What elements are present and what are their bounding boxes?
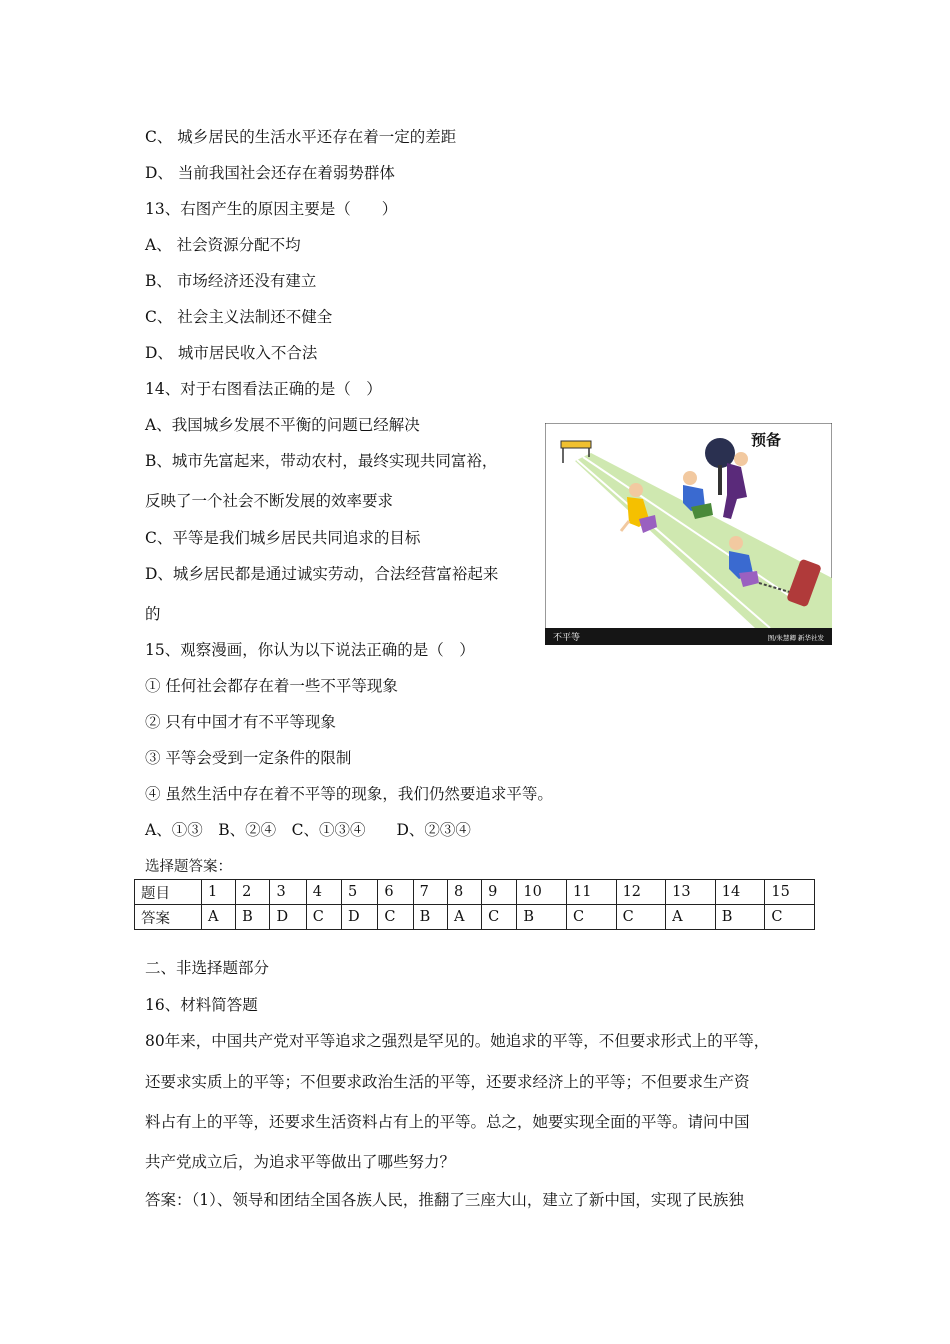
- table-cell: C: [306, 905, 341, 930]
- q15-item-2: ② 只有中国才有不平等现象: [145, 713, 336, 731]
- table-cell: 8: [448, 880, 482, 905]
- table-cell: C: [566, 905, 616, 930]
- q13-stem: 13、右图产生的原因主要是（ ）: [145, 200, 398, 218]
- q13-option-b: B、 市场经济还没有建立: [145, 272, 317, 290]
- q13-option-a: A、 社会资源分配不均: [145, 236, 301, 254]
- q12-option-c: C、 城乡居民的生活水平还存在着一定的差距: [145, 128, 457, 146]
- table-cell: 11: [566, 880, 616, 905]
- q16-material-line-2: 还要求实质上的平等；不但要求政治生活的平等，还要求经济上的平等；不但要求生产资: [145, 1073, 750, 1091]
- q16-answer: 答案：（1）、领导和团结全国各族人民，推翻了三座大山，建立了新中国，实现了民族独: [145, 1191, 744, 1209]
- q16-material-line-1: 80年来，中国共产党对平等追求之强烈是罕见的。她追求的平等，不但要求形式上的平等，: [145, 1032, 770, 1050]
- q13-option-d: D、 城市居民收入不合法: [145, 344, 318, 362]
- q16-material-line-3: 料占有上的平等，还要求生活资料占有上的平等。总之，她要实现全面的平等。请问中国: [145, 1113, 750, 1131]
- cartoon-caption-credit: 图/朱慧卿 新华社发: [767, 634, 824, 642]
- table-cell: A: [666, 905, 716, 930]
- table-cell: C: [378, 905, 413, 930]
- table-cell: A: [448, 905, 482, 930]
- table-cell: 14: [715, 880, 765, 905]
- q14-option-b: B、城市先富起来，带动农村，最终实现共同富裕，: [145, 452, 498, 470]
- table-cell: C: [765, 905, 815, 930]
- q15-item-1: ① 任何社会都存在着一些不平等现象: [145, 677, 398, 695]
- q15-stem: 15、观察漫画，你认为以下说法正确的是（ ）: [145, 641, 475, 659]
- table-cell: 13: [666, 880, 716, 905]
- table-head-answer: 答案: [135, 905, 202, 930]
- cartoon-caption-title: 不平等: [553, 633, 581, 643]
- table-cell: 1: [202, 880, 236, 905]
- table-head-number: 题目: [135, 880, 202, 905]
- q12-option-d: D、 当前我国社会还存在着弱势群体: [145, 164, 395, 182]
- table-cell: B: [517, 905, 567, 930]
- q14-option-a: A、我国城乡发展不平衡的问题已经解决: [145, 416, 420, 434]
- table-cell: D: [270, 905, 306, 930]
- q14-option-b-cont: 反映了一个社会不断发展的效率要求: [145, 492, 394, 510]
- q14-option-d: D、城乡居民都是通过诚实劳动，合法经营富裕起来: [145, 565, 499, 583]
- answer-table-caption: 选择题答案：: [145, 859, 232, 875]
- table-cell: B: [236, 905, 270, 930]
- table-cell: B: [413, 905, 447, 930]
- table-cell: 3: [270, 880, 306, 905]
- answer-table: [134, 879, 815, 930]
- q16-material-line-4: 共产党成立后，为追求平等做出了哪些努力？: [145, 1153, 456, 1171]
- table-cell: 12: [616, 880, 666, 905]
- table-cell: 10: [517, 880, 567, 905]
- q13-option-c: C、 社会主义法制还不健全: [145, 308, 333, 326]
- q14-option-c: C、平等是我们城乡居民共同追求的目标: [145, 529, 421, 547]
- q15-choices: A、①③ B、②④ C、①③④ D、②③④: [145, 821, 471, 839]
- table-cell: 5: [342, 880, 378, 905]
- section2-title: 二、非选择题部分: [145, 959, 270, 977]
- table-cell: 2: [236, 880, 270, 905]
- table-cell: 9: [482, 880, 517, 905]
- answer-table-row-answers: [135, 905, 815, 930]
- table-cell: D: [342, 905, 378, 930]
- table-cell: 7: [413, 880, 447, 905]
- table-cell: C: [482, 905, 517, 930]
- q15-item-4: ④ 虽然生活中存在着不平等的现象，我们仍然要追求平等。: [145, 785, 553, 803]
- q14-option-d-cont: 的: [145, 605, 161, 623]
- table-cell: A: [202, 905, 236, 930]
- table-cell: C: [616, 905, 666, 930]
- q16-title: 16、材料简答题: [145, 996, 258, 1014]
- q14-stem: 14、对于右图看法正确的是（ ）: [145, 380, 382, 398]
- cartoon-inequality: [545, 423, 832, 645]
- answer-table-row-numbers: [135, 880, 815, 905]
- table-cell: 4: [306, 880, 341, 905]
- cartoon-ready-label: 预备: [751, 431, 782, 449]
- table-cell: 15: [765, 880, 815, 905]
- q15-item-3: ③ 平等会受到一定条件的限制: [145, 749, 352, 767]
- table-cell: B: [715, 905, 765, 930]
- table-cell: 6: [378, 880, 413, 905]
